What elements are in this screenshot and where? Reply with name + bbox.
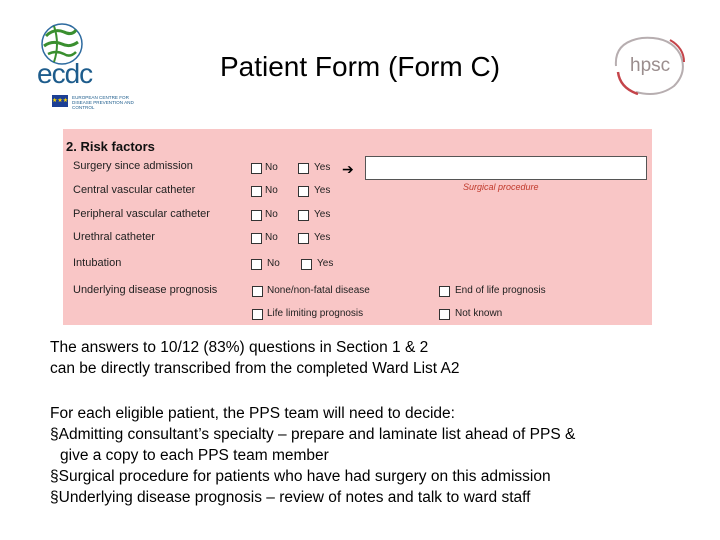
- no-checkbox[interactable]: [251, 259, 262, 270]
- no-checkbox[interactable]: [251, 210, 262, 221]
- prognosis-checkbox[interactable]: [439, 286, 450, 297]
- transcription-note: [50, 337, 690, 379]
- hpsc-logo-text: hpsc: [630, 55, 671, 76]
- no-checkbox[interactable]: [251, 163, 262, 174]
- surgical-procedure-caption: Surgical procedure: [463, 182, 539, 192]
- prognosis-checkbox[interactable]: [252, 286, 263, 297]
- no-label: No: [265, 162, 278, 173]
- ecdc-logo-text: ecdc: [37, 58, 93, 89]
- no-label: No: [267, 258, 280, 269]
- pps-team-tasks: [50, 403, 710, 508]
- text-line: can be directly transcribed from the completed Ward List A2: [50, 360, 460, 377]
- question-label: Peripheral vascular catheter: [73, 208, 210, 220]
- risk-factors-form: [63, 129, 652, 325]
- question-label: Underlying disease prognosis: [73, 284, 218, 296]
- prognosis-checkbox[interactable]: [252, 309, 263, 320]
- no-label: No: [265, 185, 278, 196]
- yes-checkbox[interactable]: [298, 186, 309, 197]
- bullet-item-continuation: give a copy to each PPS team member: [60, 447, 329, 464]
- surgical-procedure-field[interactable]: [365, 156, 647, 180]
- yes-checkbox[interactable]: [298, 210, 309, 221]
- question-label: Intubation: [73, 257, 122, 269]
- no-checkbox[interactable]: [251, 186, 262, 197]
- no-label: No: [265, 232, 278, 243]
- yes-label: Yes: [314, 185, 331, 196]
- yes-label: Yes: [314, 209, 331, 220]
- yes-label: Yes: [317, 258, 334, 269]
- prognosis-option: End of life prognosis: [455, 285, 546, 296]
- section-title: 2. Risk factors: [66, 139, 155, 154]
- prognosis-option: Not known: [455, 308, 503, 319]
- yes-label: Yes: [314, 162, 331, 173]
- yes-checkbox[interactable]: [298, 163, 309, 174]
- prognosis-option: None/non-fatal disease: [267, 285, 370, 296]
- text-line: The answers to 10/12 (83%) questions in Section 1 & 2: [50, 339, 429, 356]
- page-title: Patient Form (Form C): [219, 51, 501, 82]
- prognosis-checkbox[interactable]: [439, 309, 450, 320]
- eu-label: [52, 95, 136, 110]
- question-label: Urethral catheter: [73, 231, 155, 243]
- no-checkbox[interactable]: [251, 233, 262, 244]
- text-line: For each eligible patient, the PPS team will need to decide:: [50, 405, 455, 422]
- arrow-right-icon: ➔: [342, 161, 354, 177]
- yes-checkbox[interactable]: [298, 233, 309, 244]
- bullet-item: §Surgical procedure for patients who have had surgery on this admission: [50, 468, 551, 485]
- prognosis-option: Life limiting prognosis: [267, 308, 364, 319]
- eu-flag-icon: ★★★: [52, 95, 68, 107]
- question-label: Central vascular catheter: [73, 184, 196, 196]
- bullet-item: §Underlying disease prognosis – review of notes and talk to ward staff: [50, 489, 531, 506]
- bullet-item: §Admitting consultant’s specialty – prepare and laminate list ahead of PPS &: [50, 426, 576, 443]
- no-label: No: [265, 209, 278, 220]
- yes-label: Yes: [314, 232, 331, 243]
- question-label: Surgery since admission: [73, 160, 193, 172]
- yes-checkbox[interactable]: [301, 259, 312, 270]
- eu-label-text: EUROPEAN CENTRE FOR DISEASE PREVENTION AND CONTROL: [72, 95, 134, 110]
